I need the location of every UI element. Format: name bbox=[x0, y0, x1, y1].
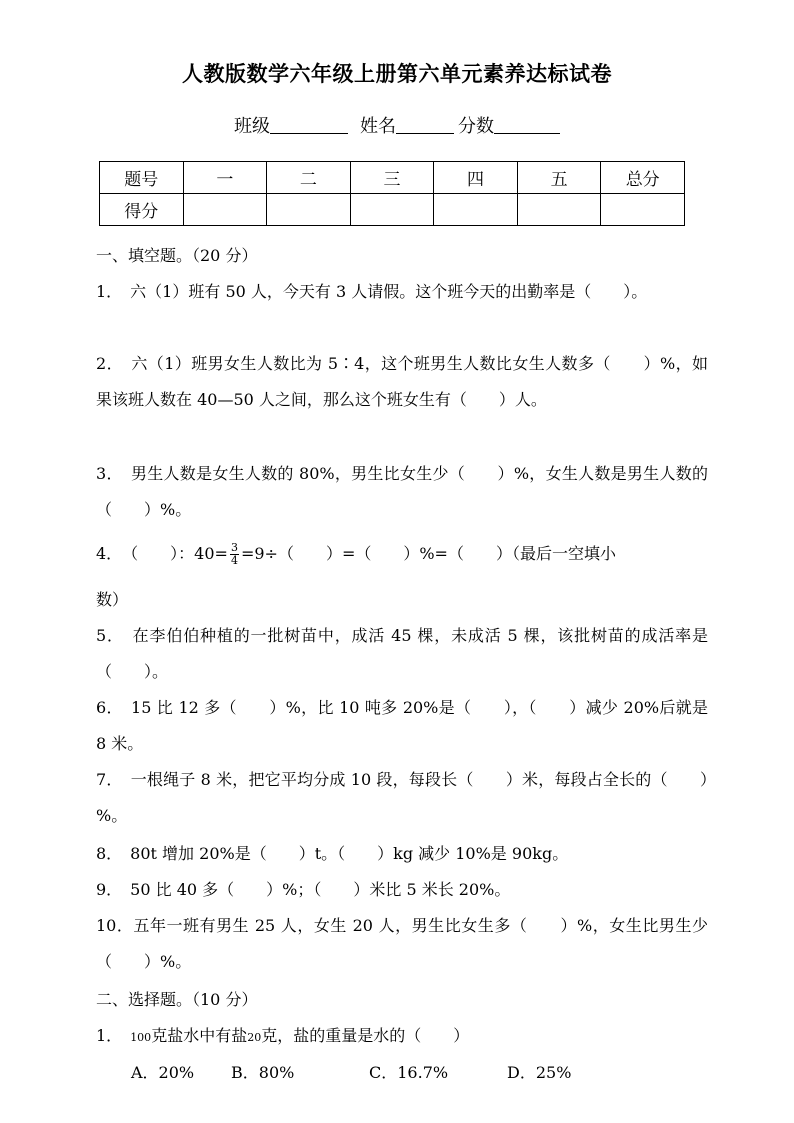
name-blank[interactable] bbox=[396, 115, 454, 134]
fraction-numerator: 3 bbox=[230, 541, 238, 554]
header-cell: 三 bbox=[350, 162, 434, 194]
score-table-score-row bbox=[100, 194, 685, 226]
option-a[interactable]: A．20% bbox=[131, 1063, 195, 1082]
question-4-continuation: 数） bbox=[96, 590, 129, 609]
choice-question-1-end: 克，盐的重量是水的（ ） bbox=[261, 1026, 470, 1045]
name-label: 姓名 bbox=[360, 116, 396, 137]
question-4-start: 4． （ ）：40= bbox=[96, 544, 228, 563]
header-cell: 四 bbox=[434, 162, 518, 194]
option-b[interactable]: B．80% bbox=[231, 1063, 295, 1082]
section1-heading: 一、填空题。（20 分） bbox=[96, 246, 258, 265]
choice-question-1-value-a: 100 bbox=[130, 1031, 152, 1044]
fraction-denominator: 4 bbox=[230, 554, 238, 567]
question-7: 7． 一根绳子 8 米，把它平均分成 10 段，每段长（ ）米，每段占全长的（ ）%。 bbox=[96, 770, 708, 825]
section2-heading: 二、选择题。（10 分） bbox=[96, 990, 258, 1009]
choice-question-1-number: 1． bbox=[96, 1026, 131, 1045]
score-table bbox=[99, 161, 685, 226]
class-label: 班级 bbox=[234, 116, 270, 137]
page-title: 人教版数学六年级上册第六单元素养达标试卷 bbox=[182, 62, 612, 86]
question-9: 9． 50 比 40 多（ ）%；（ ）米比 5 米长 20%。 bbox=[96, 880, 511, 899]
option-d[interactable]: D．25% bbox=[507, 1063, 572, 1082]
question-2: 2． 六（1）班男女生人数比为 5∶4，这个班男生人数比女生人数多（ ）%，如果该班人数在 40—50 人之间，那么这个班女生有（ ）人。 bbox=[96, 354, 708, 409]
student-info-line bbox=[0, 112, 794, 138]
choice-question-1-value-b: 20 bbox=[247, 1031, 262, 1044]
option-c[interactable]: C．16.7% bbox=[369, 1063, 449, 1082]
question-5: 5． 在李伯伯种植的一批树苗中，成活 45 棵，未成活 5 棵，该批树苗的成活率是（ ）。 bbox=[96, 626, 708, 681]
fraction-three-quarters bbox=[230, 542, 239, 567]
choice-question-1-text: 克盐水中有盐 bbox=[151, 1026, 248, 1045]
choice-options bbox=[131, 1060, 571, 1083]
score-cell[interactable] bbox=[183, 194, 267, 226]
score-cell[interactable] bbox=[267, 194, 351, 226]
score-cell[interactable] bbox=[434, 194, 518, 226]
score-table-header-row bbox=[100, 162, 685, 194]
class-blank[interactable] bbox=[270, 115, 348, 134]
question-3: 3． 男生人数是女生人数的 80%，男生比女生少（ ）%，女生人数是男生人数的（ ）%。 bbox=[96, 464, 708, 519]
question-6: 6． 15 比 12 多（ ）%，比 10 吨多 20%是（ ），（ ）减少 20%后就是 8 米。 bbox=[96, 698, 708, 753]
header-cell: 五 bbox=[517, 162, 601, 194]
question-4 bbox=[96, 540, 616, 568]
score-cell[interactable] bbox=[350, 194, 434, 226]
score-blank[interactable] bbox=[494, 115, 560, 134]
score-cell[interactable] bbox=[601, 194, 685, 226]
row-label-cell: 得分 bbox=[100, 194, 184, 226]
header-cell: 题号 bbox=[100, 162, 184, 194]
question-1: 1． 六（1）班有 50 人，今天有 3 人请假。这个班今天的出勤率是（ ）。 bbox=[96, 282, 648, 301]
question-10: 10．五年一班有男生 25 人，女生 20 人，男生比女生多（ ）%，女生比男生少（ ）%。 bbox=[96, 916, 708, 971]
question-4-end: =9÷（ ）=（ ）%=（ ）（最后一空填小 bbox=[240, 544, 616, 563]
score-cell[interactable] bbox=[517, 194, 601, 226]
choice-question-1 bbox=[96, 1022, 469, 1052]
header-cell: 二 bbox=[267, 162, 351, 194]
header-cell: 一 bbox=[183, 162, 267, 194]
header-cell: 总分 bbox=[601, 162, 685, 194]
question-8: 8． 80t 增加 20%是（ ）t。（ ）kg 减少 10%是 90kg。 bbox=[96, 844, 569, 863]
score-label: 分数 bbox=[458, 116, 494, 137]
